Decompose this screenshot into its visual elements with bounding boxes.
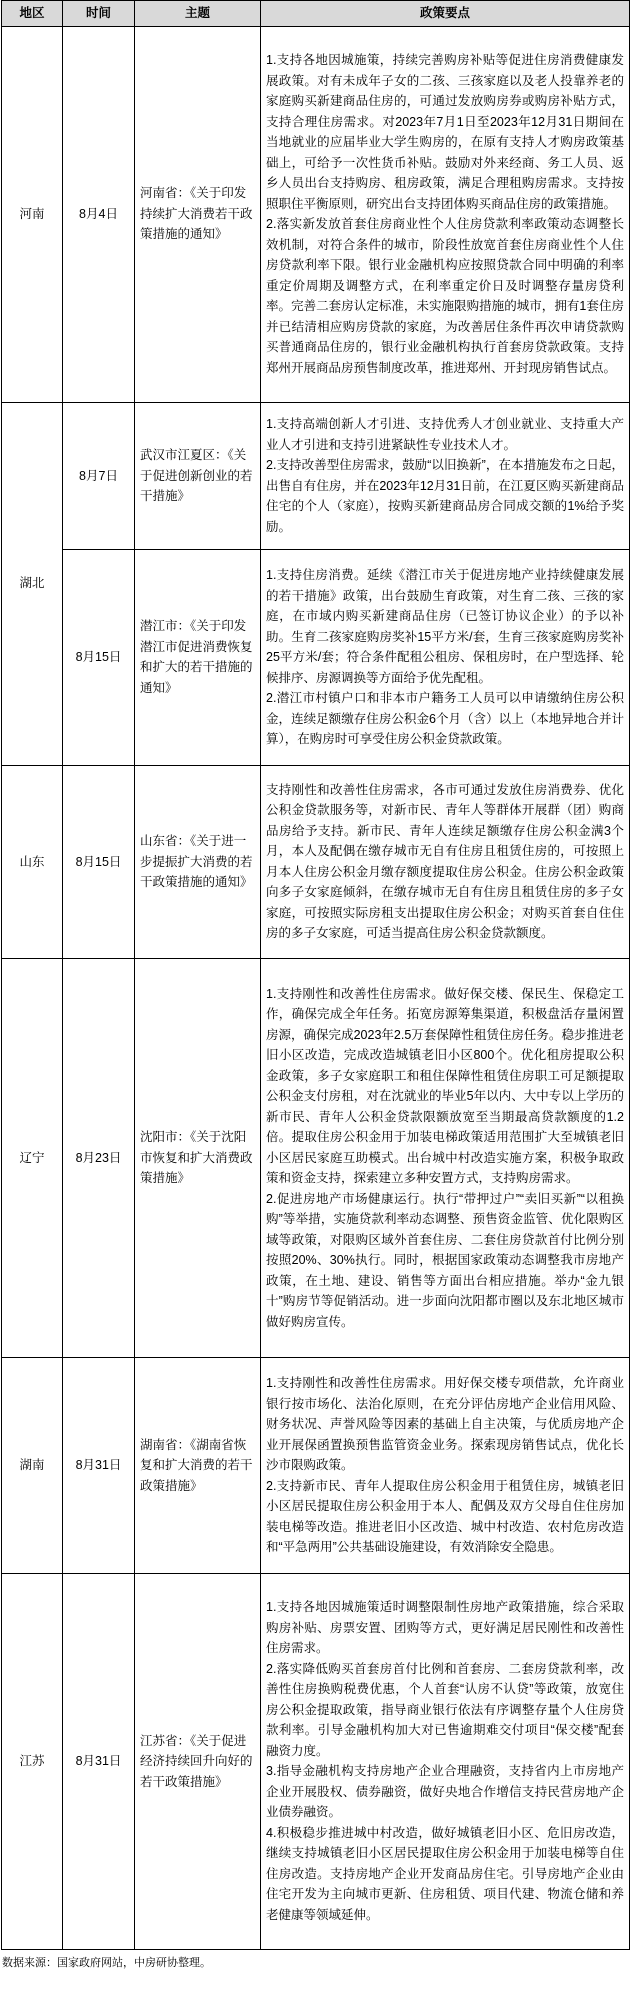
policy-paragraph: 2.促进房地产市场健康运行。执行“带押过户”“卖旧买新”“以租换购”等举措，实施贷款利率动态调整、预售资金监管、优化限购区域等政策，对限购区域外首套住房、二套住房贷款首付比例分别按照20%、30%执行。同时，根据国家政策动态调整我市房地产政策，在土地、建设、销售等方面出台相应措施。举办“金九银十”购房节等促销活动。进一步面向沈阳都市圈以及东北地区城市做好购房宣传。 — [266, 1191, 624, 1329]
policy-cell — [261, 958, 630, 1357]
region-cell: 江苏 — [2, 1573, 63, 1949]
policy-paragraph: 4.积极稳步推进城中村改造，做好城镇老旧小区、危旧房改造，继续支持城镇老旧小区居民提取住房公积金用于加装电梯等自住住房改造。支持房地产企业开发商品房住宅。引导房地产企业由住宅开发为主向城市更新、住房租赁、项目代建、物流仓储和养老健康等领域延伸。 — [266, 1825, 624, 1922]
topic-cell: 河南省：《关于印发持续扩大消费若干政策措施的通知》 — [135, 26, 261, 402]
policy-cell — [261, 765, 630, 958]
policy-paragraph: 2.支持新市民、青年人提取住房公积金用于租赁住房，城镇老旧小区居民提取住房公积金用于本人、配偶及双方父母自住住房加装电梯等改造。推进老旧小区改造、城中村改造、农村危房改造和“平急两用”公共基础设施建设，有效消除安全隐患。 — [266, 1478, 624, 1555]
date-cell: 8月31日 — [63, 1573, 135, 1949]
policy-cell — [261, 402, 630, 549]
topic-cell: 湖南省：《湖南省恢复和扩大消费的若干政策措施》 — [135, 1357, 261, 1573]
region-cell: 山东 — [2, 765, 63, 958]
table-header-row — [2, 1, 630, 27]
policy-paragraph: 2.落实新发放首套住房商业性个人住房贷款利率政策动态调整长效机制，对符合条件的城市，阶段性放宽首套住房商业性个人住房贷款利率下限。银行业金融机构应按照贷款合同中明确的利率重定价周期及调整方式，在利率重定价日及时调整存量房贷利率。完善二套房认定标准，未实施限购措施的城市，拥有1套住房并已结清相应购房贷款的家庭，为改善居住条件再次申请贷款购买普通商品住房的，银行业金融机构执行首套房贷款政策。支持郑州开展商品房预售制度改革，推进郑州、开封现房销售试点。 — [266, 217, 624, 375]
header-policy: 政策要点 — [261, 1, 630, 27]
topic-cell: 武汉市江夏区：《关于促进创新创业的若干措施》 — [135, 402, 261, 549]
region-cell: 湖北 — [2, 402, 63, 765]
policy-cell — [261, 26, 630, 402]
policy-paragraph: 2.落实降低购买首套房首付比例和首套房、二套房贷款利率，改善性住房换购税费优惠，个人首套“认房不认贷”等政策，放宽住房公积金提取政策，指导商业银行依法有序调整存量个人住房贷款利率。引导金融机构加大对已售逾期难交付项目“保交楼”配套融资力度。 — [266, 1661, 624, 1758]
source-note: 数据来源：国家政府网站，中房研协整理。 — [2, 1957, 211, 1969]
table-row — [2, 765, 630, 958]
table-row — [2, 958, 630, 1357]
policy-paragraph: 1.支持刚性和改善性住房需求。用好保交楼专项借款，允许商业银行按市场化、法治化原则，在充分评估房地产企业信用风险、财务状况、声誉风险等因素的基础上自主决策，与优质房地产企业开展保函置换预售监管资金业务。探索现房销售试点，优化长沙市限购政策。 — [266, 1376, 624, 1473]
table-row — [2, 1357, 630, 1573]
table-row — [2, 402, 630, 549]
policy-paragraph: 2.支持改善型住房需求，鼓励“以旧换新”，在本措施发布之日起，出售自有住房，并在2023年12月31日前，在江夏区购买新建商品住宅的个人（家庭），按购买新建商品房合同成交额的1%给予奖励。 — [266, 458, 624, 534]
date-cell: 8月7日 — [63, 402, 135, 549]
date-cell: 8月15日 — [63, 549, 135, 765]
date-cell: 8月4日 — [63, 26, 135, 402]
topic-cell: 江苏省：《关于促进经济持续回升向好的若干政策措施》 — [135, 1573, 261, 1949]
policy-table — [1, 0, 630, 1950]
table-row — [2, 549, 630, 765]
policy-cell — [261, 549, 630, 765]
date-cell: 8月15日 — [63, 765, 135, 958]
policy-cell — [261, 1357, 630, 1573]
header-topic: 主题 — [135, 1, 261, 27]
policy-paragraph: 1.支持刚性和改善性住房需求。做好保交楼、保民生、保稳定工作，确保完成全年任务。拓宽房源筹集渠道，积极盘活存量闲置房源，确保完成2023年2.5万套保障性租赁住房任务。稳步推进老旧小区改造，完成改造城镇老旧小区800个。优化租房提取公积金政策，多子女家庭职工和租住保障性租赁住房职工可足额提取公积金支付房租，对在沈就业的毕业5年以内、大中专以上学历的新市民、青年人公积金贷款限额放宽至当期最高贷款额度的1.2倍。提取住房公积金用于加装电梯政策适用范围扩大至城镇老旧小区居民家庭互助模式。出台城中村改造实施方案，积极争取政策和资金支持，探索建立多种安置方式，支持购房需求。 — [266, 986, 624, 1186]
topic-cell: 沈阳市：《关于沈阳市恢复和扩大消费政策措施》 — [135, 958, 261, 1357]
policy-paragraph: 支持刚性和改善性住房需求，各市可通过发放住房消费券、优化公积金贷款服务等，对新市民、青年人等群体开展群（团）购商品房给予支持。新市民、青年人连续足额缴存住房公积金满3个月，本人及配偶在缴存城市无自有住房且租赁住房的，可按照上月本人住房公积金月缴存额度提取住房公积金。住房公积金政策向多子女家庭倾斜，在缴存城市无自有住房且租赁住房的多子女家庭，可按照实际房租支出提取住房公积金；对购买首套自住住房的多子女家庭，可适当提高住房公积金贷款额度。 — [266, 782, 624, 941]
policy-paragraph: 3.指导金融机构支持房地产企业合理融资，支持省内上市房地产企业开展股权、债券融资，做好央地合作增信支持民营房地产企业债券融资。 — [266, 1764, 624, 1820]
date-cell: 8月31日 — [63, 1357, 135, 1573]
topic-cell: 山东省：《关于进一步提振扩大消费的若干政策措施的通知》 — [135, 765, 261, 958]
region-cell: 辽宁 — [2, 958, 63, 1357]
region-cell: 河南 — [2, 26, 63, 402]
date-cell: 8月23日 — [63, 958, 135, 1357]
policy-paragraph: 1.支持高端创新人才引进、支持优秀人才创业就业、支持重大产业人才引进和支持引进紧缺性专业技术人才。 — [266, 417, 624, 452]
topic-cell: 潜江市：《关于印发潜江市促进消费恢复和扩大的若干措施的通知》 — [135, 549, 261, 765]
header-date: 时间 — [63, 1, 135, 27]
policy-paragraph: 1.支持住房消费。延续《潜江市关于促进房地产业持续健康发展的若干措施》政策，出台鼓励生育政策，对生育二孩、三孩的家庭，在市域内购买新建商品住房（已签订协议企业）的予以补助。生育二孩家庭购房奖补15平方米/套，生育三孩家庭购房奖补25平方米/套；符合条件配租公租房、保租房时，在户型选择、轮候排序、房源调换等方面给予优先配租。 — [266, 568, 624, 685]
region-cell: 湖南 — [2, 1357, 63, 1573]
table-body — [2, 26, 630, 1950]
policy-paragraph: 1.支持各地因城施策，持续完善购房补贴等促进住房消费健康发展政策。对有未成年子女的二孩、三孩家庭以及老人投靠养老的家庭购买新建商品住房的，可通过发放购房券或购房补贴方式，支持合理住房需求。对2023年7月1日至2023年12月31日期间在当地就业的应届毕业大学生购房的，在原有支持人才购房政策基础上，可给予一次性货币补贴。鼓励对外来经商、务工人员、返乡人员出台支持购房、租房政策，满足合理租购房需求。支持按照职住平衡原则，研究出台支持团体购买商品住房的政策措施。 — [266, 53, 624, 211]
table-header — [2, 1, 630, 27]
table-row — [2, 1573, 630, 1949]
policy-paragraph: 1.支持各地因城施策适时调整限制性房地产政策措施，综合采取购房补贴、房票安置、团购等方式，更好满足居民刚性和改善性住房需求。 — [266, 1600, 624, 1656]
policy-cell — [261, 1573, 630, 1949]
policy-paragraph: 2.潜江市村镇户口和非本市户籍务工人员可以申请缴纳住房公积金，连续足额缴存住房公积金6个月（含）以上（本地异地合并计算），在购房时可享受住房公积金贷款政策。 — [266, 691, 624, 747]
table-row — [2, 26, 630, 402]
header-region: 地区 — [2, 1, 63, 27]
